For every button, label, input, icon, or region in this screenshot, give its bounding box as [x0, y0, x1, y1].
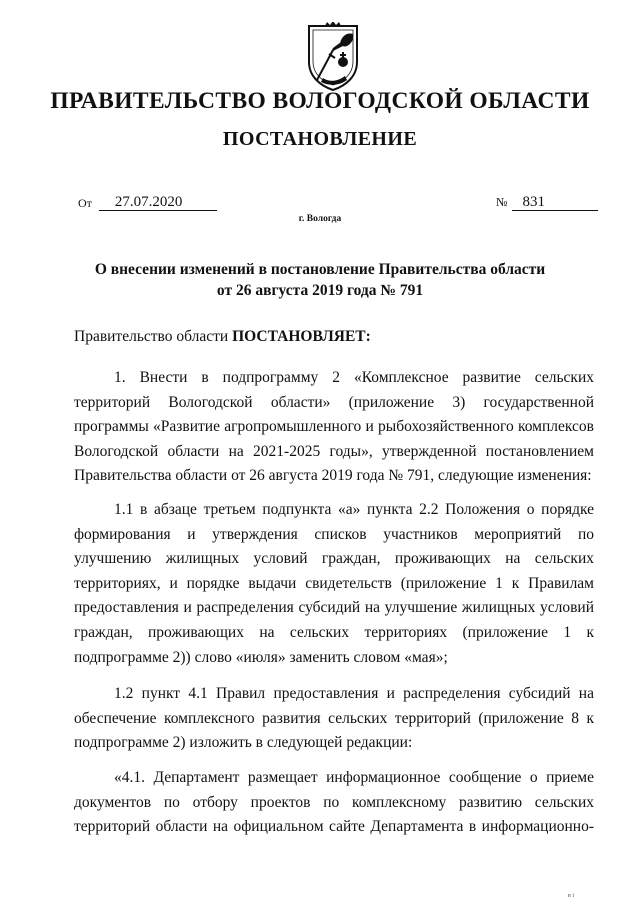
- coat-of-arms-emblem: [303, 22, 363, 92]
- document-type: ПОСТАНОВЛЕНИЕ: [222, 128, 418, 150]
- number-row: [496, 194, 598, 211]
- paragraph-1-1: 1.1 в абзаце третьем подпункта «а» пункта 2.2 Положения о порядке формирования и утверждения списков участников мероприятий по улучшению жилищных условий граждан, проживающих на сельских территориях, и порядке выдачи свидетельств (приложение 1 к Правилам предоставления и распределения субсидий на улучшение жилищных условий граждан, проживающих на сельских территориях (приложение 1 к подпрограмме 2)) слово «июля» заменить словом «мая»;: [74, 501, 594, 666]
- date-row: [78, 194, 217, 211]
- paragraph-1-3: «4.1. Департамент размещает информационное сообщение о приеме документов по отбору проектов по комплексному развитию сельских территорий области на официальном сайте Департамента в информационно-: [74, 769, 594, 836]
- city: г. Вологда: [298, 214, 342, 224]
- subject-line-1: О внесении изменений в постановление Правительства области: [94, 261, 546, 278]
- document-number: 831: [512, 194, 598, 211]
- paragraph-1-2: 1.2 пункт 4.1 Правил предоставления и распределения субсидий на обеспечение комплексного развития сельских территорий (приложение 8 к подпрограмме 2) изложить в следующей редакции:: [74, 685, 594, 752]
- preamble-resolve: ПОСТАНОВЛЯЕТ:: [232, 328, 371, 345]
- document-date: 27.07.2020: [99, 194, 217, 211]
- document-subject: [0, 259, 640, 301]
- preamble: [74, 328, 371, 346]
- preamble-text: Правительство области: [74, 328, 233, 345]
- date-prefix: От: [78, 196, 92, 210]
- page-mark: в і: [568, 893, 574, 899]
- paragraph-1: 1. Внести в подпрограмму 2 «Комплексное развитие сельских территорий Вологодской области» (приложение 3) государственной программы «Развитие агропромышленного и рыбохозяйственного комплексов Вологодской области на 2021-2025 годы», утвержденной постановлением Правительства области от 26 августа 2019 года № 791, следующие изменения:: [74, 369, 594, 485]
- government-title: ПРАВИТЕЛЬСТВО ВОЛОГОДСКОЙ ОБЛАСТИ: [50, 88, 590, 114]
- number-prefix: №: [496, 195, 508, 209]
- subject-line-2: от 26 августа 2019 года № 791: [216, 282, 424, 299]
